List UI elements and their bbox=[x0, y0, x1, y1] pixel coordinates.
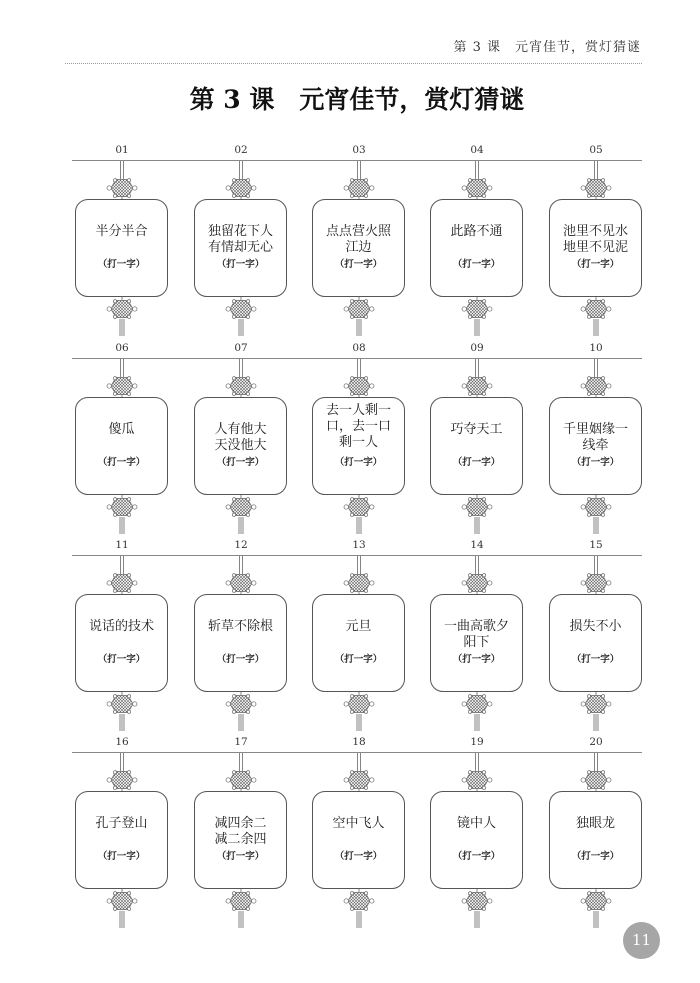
chinese-knot-icon bbox=[339, 161, 379, 199]
tassel-knot-icon bbox=[339, 297, 379, 337]
riddle-text bbox=[195, 224, 286, 256]
riddle-number: 03 bbox=[352, 144, 366, 156]
riddle-hint: （打一字） bbox=[216, 851, 265, 862]
riddle-line: 独留花下人 bbox=[207, 224, 273, 239]
riddle-number: 15 bbox=[589, 539, 603, 551]
page-number: 11 bbox=[623, 922, 660, 959]
riddle-number: 10 bbox=[589, 342, 603, 354]
riddle-text bbox=[313, 403, 404, 451]
riddle-hint: （打一字） bbox=[571, 457, 620, 468]
riddle-line: 天没他大 bbox=[214, 438, 267, 453]
tassel-knot-icon bbox=[339, 495, 379, 535]
riddle-line: 口，去一口 bbox=[325, 419, 391, 434]
chinese-knot-icon bbox=[102, 359, 142, 397]
chinese-knot-icon bbox=[457, 161, 497, 199]
lantern-card bbox=[430, 791, 523, 889]
lantern-card bbox=[312, 594, 405, 692]
riddle-hint: （打一字） bbox=[216, 457, 265, 468]
lantern-18 bbox=[312, 733, 406, 929]
lantern-12 bbox=[194, 536, 288, 732]
riddle-row bbox=[0, 733, 700, 929]
lantern-17 bbox=[194, 733, 288, 929]
lantern-card bbox=[312, 199, 405, 297]
tassel-knot-icon bbox=[221, 692, 261, 732]
riddle-number: 19 bbox=[470, 736, 484, 748]
riddle-text bbox=[313, 224, 404, 256]
riddle-hint: （打一字） bbox=[97, 851, 146, 862]
lantern-card bbox=[75, 397, 168, 495]
riddle-line: 阳下 bbox=[463, 635, 490, 650]
lantern-card bbox=[194, 397, 287, 495]
tassel-knot-icon bbox=[221, 297, 261, 337]
lantern-card bbox=[194, 594, 287, 692]
riddle-line: 线牵 bbox=[582, 438, 609, 453]
riddle-number: 05 bbox=[589, 144, 603, 156]
riddle-number: 01 bbox=[115, 144, 129, 156]
lantern-card bbox=[75, 594, 168, 692]
tassel-knot-icon bbox=[457, 297, 497, 337]
tassel-knot-icon bbox=[576, 495, 616, 535]
chinese-knot-icon bbox=[221, 753, 261, 791]
tassel-knot-icon bbox=[576, 889, 616, 929]
riddle-line: 千里姻缘一 bbox=[562, 422, 628, 437]
riddle-line: 孔子登山 bbox=[95, 816, 148, 831]
riddle-text bbox=[550, 816, 641, 832]
lantern-card bbox=[549, 791, 642, 889]
riddle-text bbox=[550, 619, 641, 635]
riddle-row bbox=[0, 536, 700, 732]
riddle-line: 剩一人 bbox=[338, 435, 378, 450]
riddle-text bbox=[431, 619, 522, 651]
lantern-card bbox=[194, 199, 287, 297]
riddle-line: 点点营火照 bbox=[325, 224, 391, 239]
riddle-line: 损失不小 bbox=[569, 619, 622, 634]
riddle-text bbox=[195, 816, 286, 848]
riddle-hint: （打一字） bbox=[452, 654, 501, 665]
riddle-text bbox=[431, 224, 522, 240]
tassel-knot-icon bbox=[221, 889, 261, 929]
riddle-number: 04 bbox=[470, 144, 484, 156]
riddle-number: 06 bbox=[115, 342, 129, 354]
chinese-knot-icon bbox=[339, 359, 379, 397]
chinese-knot-icon bbox=[576, 753, 616, 791]
lantern-07 bbox=[194, 339, 288, 535]
lantern-15 bbox=[549, 536, 643, 732]
riddle-text bbox=[195, 619, 286, 635]
tassel-knot-icon bbox=[457, 692, 497, 732]
riddle-number: 17 bbox=[234, 736, 248, 748]
riddle-number: 11 bbox=[115, 539, 129, 551]
lantern-16 bbox=[75, 733, 169, 929]
lantern-card bbox=[312, 791, 405, 889]
lantern-01 bbox=[75, 141, 169, 337]
chinese-knot-icon bbox=[576, 161, 616, 199]
lantern-06 bbox=[75, 339, 169, 535]
riddle-line: 此路不通 bbox=[450, 224, 503, 239]
lantern-card bbox=[430, 594, 523, 692]
lantern-card bbox=[549, 199, 642, 297]
lantern-card bbox=[549, 397, 642, 495]
lantern-20 bbox=[549, 733, 643, 929]
riddle-text bbox=[76, 224, 167, 240]
chinese-knot-icon bbox=[457, 359, 497, 397]
riddle-line: 人有他大 bbox=[214, 422, 267, 437]
riddle-text bbox=[76, 816, 167, 832]
riddle-line: 独眼龙 bbox=[575, 816, 615, 831]
tassel-knot-icon bbox=[339, 889, 379, 929]
chinese-knot-icon bbox=[102, 556, 142, 594]
lantern-card bbox=[430, 397, 523, 495]
chinese-knot-icon bbox=[102, 753, 142, 791]
riddle-hint: （打一字） bbox=[452, 851, 501, 862]
riddle-line: 减二余四 bbox=[214, 832, 267, 847]
riddle-hint: （打一字） bbox=[334, 259, 383, 270]
riddle-line: 元旦 bbox=[345, 619, 372, 634]
tassel-knot-icon bbox=[339, 692, 379, 732]
riddle-text bbox=[76, 619, 167, 635]
lantern-03 bbox=[312, 141, 406, 337]
riddle-hint: （打一字） bbox=[571, 851, 620, 862]
lantern-11 bbox=[75, 536, 169, 732]
chinese-knot-icon bbox=[339, 556, 379, 594]
riddle-hint: （打一字） bbox=[452, 457, 501, 468]
lantern-card bbox=[75, 791, 168, 889]
riddle-line: 有情却无心 bbox=[207, 240, 273, 255]
riddle-number: 13 bbox=[352, 539, 366, 551]
lantern-card bbox=[312, 397, 405, 495]
lantern-05 bbox=[549, 141, 643, 337]
riddle-line: 江边 bbox=[345, 240, 372, 255]
tassel-knot-icon bbox=[102, 297, 142, 337]
page-title: 第 3 课 元宵佳节，赏灯猜谜 bbox=[189, 85, 525, 114]
riddle-line: 减四余二 bbox=[214, 816, 267, 831]
riddle-line: 巧夺天工 bbox=[450, 422, 503, 437]
lantern-13 bbox=[312, 536, 406, 732]
riddle-number: 18 bbox=[352, 736, 366, 748]
riddle-number: 09 bbox=[470, 342, 484, 354]
riddle-hint: （打一字） bbox=[216, 654, 265, 665]
chinese-knot-icon bbox=[457, 556, 497, 594]
riddle-text bbox=[313, 816, 404, 832]
tassel-knot-icon bbox=[576, 297, 616, 337]
tassel-knot-icon bbox=[457, 495, 497, 535]
riddle-number: 07 bbox=[234, 342, 248, 354]
riddle-hint: （打一字） bbox=[334, 851, 383, 862]
riddle-number: 20 bbox=[589, 736, 603, 748]
chinese-knot-icon bbox=[457, 753, 497, 791]
lantern-09 bbox=[430, 339, 524, 535]
lantern-04 bbox=[430, 141, 524, 337]
riddle-number: 12 bbox=[234, 539, 248, 551]
chinese-knot-icon bbox=[339, 753, 379, 791]
riddle-line: 一曲高歌夕 bbox=[443, 619, 509, 634]
tassel-knot-icon bbox=[102, 889, 142, 929]
riddle-line: 镜中人 bbox=[456, 816, 496, 831]
riddle-line: 池里不见水 bbox=[562, 224, 628, 239]
riddle-line: 半分半合 bbox=[95, 224, 148, 239]
riddle-hint: （打一字） bbox=[97, 654, 146, 665]
riddle-line: 斩草不除根 bbox=[207, 619, 273, 634]
riddle-text bbox=[431, 422, 522, 438]
running-header: 第 3 课 元宵佳节，赏灯猜谜 bbox=[453, 40, 641, 55]
riddle-hint: （打一字） bbox=[571, 654, 620, 665]
riddle-line: 空中飞人 bbox=[332, 816, 385, 831]
riddle-number: 02 bbox=[234, 144, 248, 156]
riddle-text bbox=[76, 422, 167, 438]
riddle-hint: （打一字） bbox=[452, 259, 501, 270]
tassel-knot-icon bbox=[576, 692, 616, 732]
riddle-hint: （打一字） bbox=[334, 654, 383, 665]
riddle-hint: （打一字） bbox=[97, 259, 146, 270]
lantern-08 bbox=[312, 339, 406, 535]
chinese-knot-icon bbox=[576, 556, 616, 594]
riddle-number: 14 bbox=[470, 539, 484, 551]
lantern-card bbox=[549, 594, 642, 692]
lantern-10 bbox=[549, 339, 643, 535]
tassel-knot-icon bbox=[221, 495, 261, 535]
chinese-knot-icon bbox=[221, 556, 261, 594]
chinese-knot-icon bbox=[102, 161, 142, 199]
tassel-knot-icon bbox=[457, 889, 497, 929]
riddle-number: 08 bbox=[352, 342, 366, 354]
lantern-card bbox=[75, 199, 168, 297]
lantern-card bbox=[430, 199, 523, 297]
tassel-knot-icon bbox=[102, 495, 142, 535]
lantern-19 bbox=[430, 733, 524, 929]
lantern-14 bbox=[430, 536, 524, 732]
riddle-line: 去一人剩一 bbox=[325, 403, 391, 418]
lantern-02 bbox=[194, 141, 288, 337]
tassel-knot-icon bbox=[102, 692, 142, 732]
riddle-line: 说话的技术 bbox=[88, 619, 154, 634]
chinese-knot-icon bbox=[221, 161, 261, 199]
riddle-text bbox=[550, 224, 641, 256]
riddle-row bbox=[0, 141, 700, 337]
riddle-hint: （打一字） bbox=[571, 259, 620, 270]
riddle-line: 地里不见泥 bbox=[562, 240, 628, 255]
riddle-number: 16 bbox=[115, 736, 129, 748]
chinese-knot-icon bbox=[221, 359, 261, 397]
chinese-knot-icon bbox=[576, 359, 616, 397]
riddle-hint: （打一字） bbox=[97, 457, 146, 468]
riddle-text bbox=[550, 422, 641, 454]
riddle-hint: （打一字） bbox=[334, 457, 383, 468]
riddle-text bbox=[313, 619, 404, 635]
riddle-text bbox=[431, 816, 522, 832]
lantern-card bbox=[194, 791, 287, 889]
riddle-row bbox=[0, 339, 700, 535]
riddle-line: 傻瓜 bbox=[108, 422, 135, 437]
riddle-text bbox=[195, 422, 286, 454]
riddle-hint: （打一字） bbox=[216, 259, 265, 270]
